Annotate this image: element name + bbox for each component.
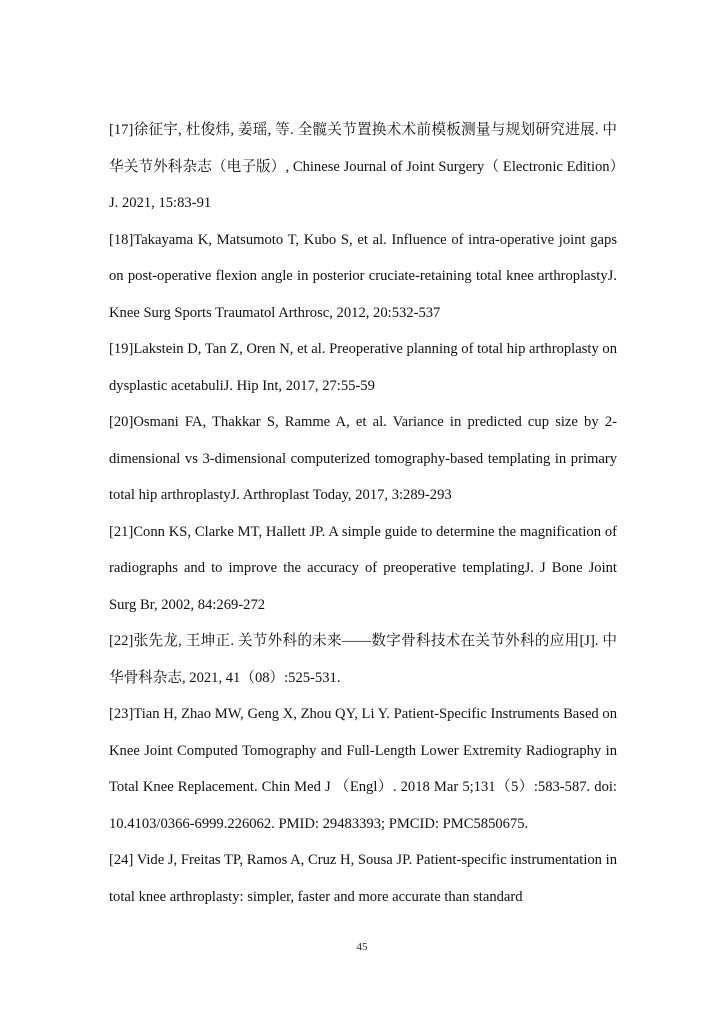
reference-item-17: [17]徐征宇, 杜俊炜, 姜瑶, 等. 全髋关节置换术术前模板测量与规划研究进展. 中华关节外科杂志（电子版）, Chinese Journal of Joint Surgery（ Electronic Edition）J. 2021, 15:83-91	[109, 122, 617, 211]
reference-item-24: [24] Vide J, Freitas TP, Ramos A, Cruz H, Sousa JP. Patient-specific instrumentation in total knee arthroplasty: simpler, faster and more accurate than standard	[109, 852, 617, 905]
page-number: 45	[356, 941, 368, 953]
reference-item-21: [21]Conn KS, Clarke MT, Hallett JP. A simple guide to determine the magnification of radiographs and to improve the accuracy of preoperative templatingJ. J Bone Joint Surg Br, 2002, 84:269-272	[109, 523, 617, 613]
reference-item-19: [19]Lakstein D, Tan Z, Oren N, et al. Preoperative planning of total hip arthroplasty on dysplastic acetabuliJ. Hip Int, 2017, 27:55-59	[109, 341, 617, 394]
reference-list	[109, 112, 617, 915]
reference-item-23: [23]Tian H, Zhao MW, Geng X, Zhou QY, Li Y. Patient-Specific Instruments Based on Knee Joint Computed Tomography and Full-Length Lower Extremity Radiography in Total Knee Replacement. Chin Med J （Engl）. 2018 Mar 5;131（5）:583-587. doi: 10.4103/0366-6999.226062. PMID: 29483393; PMCID: PMC5850675.	[109, 706, 617, 832]
reference-item-22: [22]张先龙, 王坤正. 关节外科的未来——数字骨科技术在关节外科的应用[J]. 中华骨科杂志, 2021, 41（08）:525-531.	[109, 633, 617, 686]
reference-item-20: [20]Osmani FA, Thakkar S, Ramme A, et al. Variance in predicted cup size by 2-dimensional vs 3-dimensional computerized tomography-based templating in primary total hip arthroplastyJ. Arthroplast Today, 2017, 3:289-293	[109, 414, 617, 503]
reference-item-18: [18]Takayama K, Matsumoto T, Kubo S, et al. Influence of intra-operative joint gaps on post-operative flexion angle in posterior cruciate-retaining total knee arthroplastyJ. Knee Surg Sports Traumatol Arthrosc, 2012, 20:532-537	[109, 231, 617, 321]
